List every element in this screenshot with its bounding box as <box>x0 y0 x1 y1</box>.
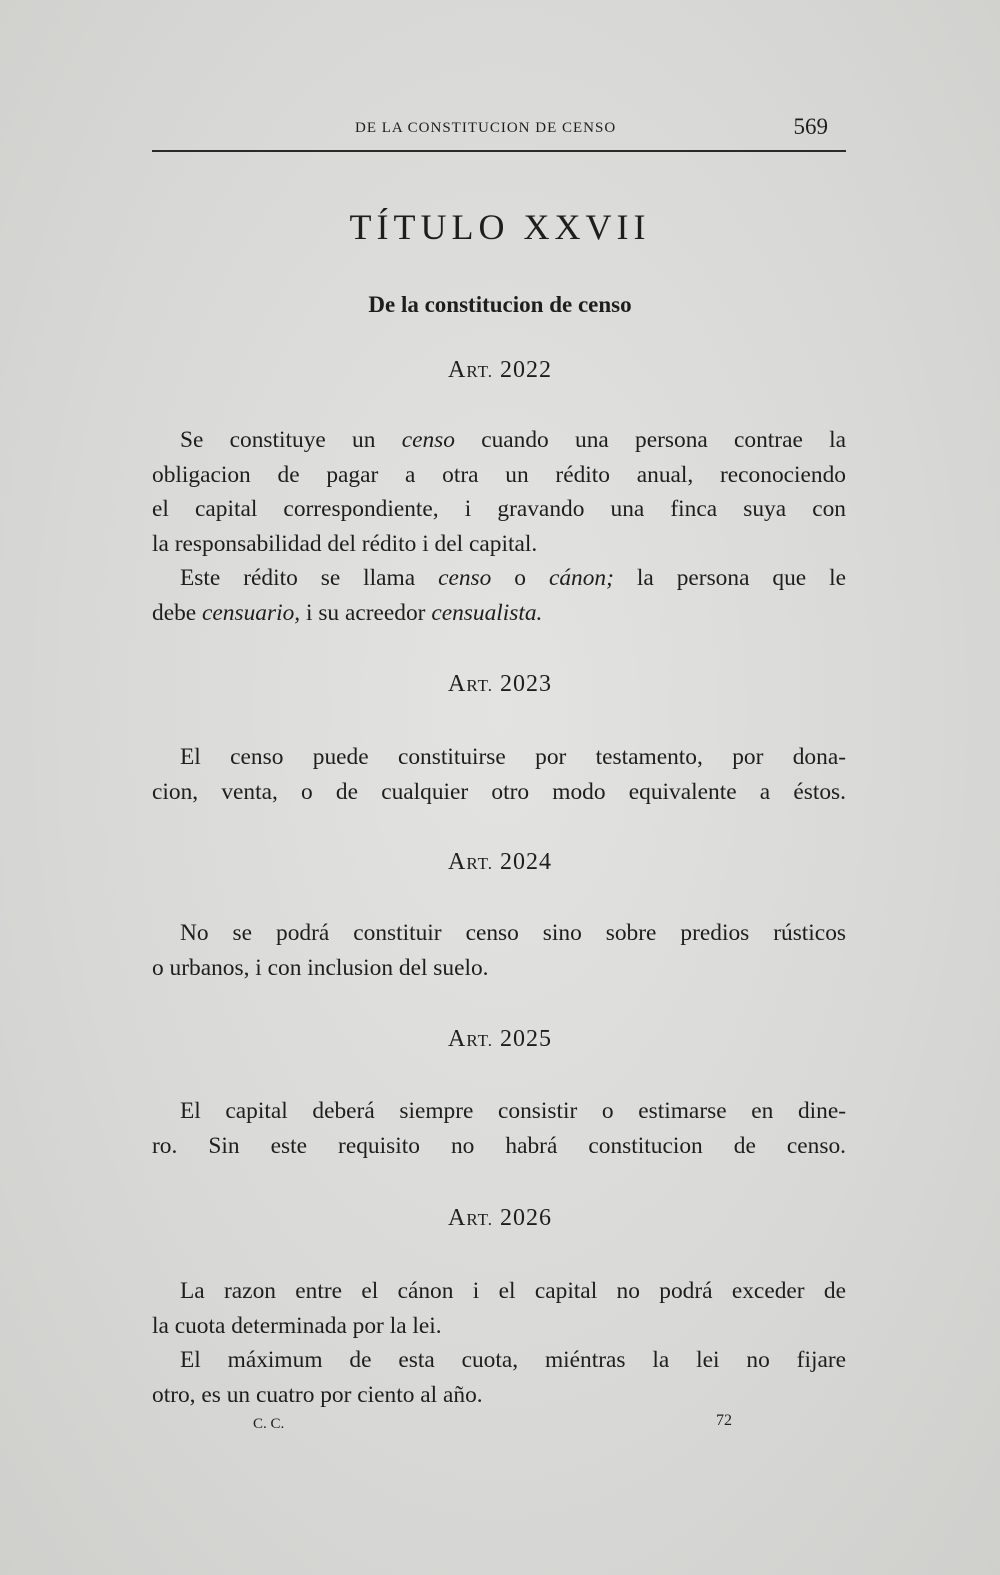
article-number: 2024 <box>500 849 553 875</box>
page-header <box>152 116 846 146</box>
article-heading-prefix: A <box>447 357 467 383</box>
text-line: el capital correspondiente, i gravando una finca suya con <box>152 496 846 522</box>
text-line: No se podrá constituir censo sino sobre predios rústicos <box>180 920 846 946</box>
header-rule <box>152 150 846 152</box>
text-line: Se constituye un censo cuando una persona contrae la <box>180 427 846 453</box>
article-number: 2026 <box>500 1205 553 1231</box>
article-text <box>152 916 846 985</box>
article-number: 2022 <box>500 357 553 383</box>
text-line: Este rédito se llama censo o cánon; la persona que le <box>180 565 847 591</box>
article-heading-small: RT. <box>466 676 494 695</box>
text-line: obligacion de pagar a otra un rédito anual, reconociendo <box>152 461 846 488</box>
text-line: El censo puede constituirse por testamento, por dona- <box>180 744 846 770</box>
article-heading-small: RT. <box>466 362 494 381</box>
article-heading-prefix: A <box>447 849 467 875</box>
page-number: 569 <box>793 114 828 139</box>
article-number: 2023 <box>500 671 553 697</box>
article-heading-small: RT. <box>466 854 494 873</box>
article-heading <box>0 849 1000 876</box>
article-heading-prefix: A <box>447 1205 467 1231</box>
article-heading <box>0 1205 1000 1232</box>
article-heading <box>0 1026 1000 1053</box>
article-heading <box>0 357 1000 384</box>
article-heading-small: RT. <box>466 1210 494 1229</box>
article-text <box>152 1274 846 1412</box>
text-line: la cuota determinada por la lei. <box>152 1312 442 1339</box>
running-head: DE LA CONSTITUCION DE CENSO <box>355 120 617 136</box>
article-heading-small: RT. <box>466 1031 494 1050</box>
text-line: La razon entre el cánon i el capital no podrá exceder de <box>180 1278 846 1304</box>
text-line: cion, venta, o de cualquier otro modo equivalente a éstos. <box>152 778 846 805</box>
text-line: o urbanos, i con inclusion del suelo. <box>152 954 489 981</box>
title: TÍTULO XXVII <box>349 207 651 247</box>
article-heading <box>0 671 1000 698</box>
article-text <box>152 740 846 809</box>
text-line: El capital deberá siempre consistir o estimarse en dine- <box>180 1098 846 1124</box>
text-line: la responsabilidad del rédito i del capital. <box>152 530 538 557</box>
text-line: ro. Sin este requisito no habrá constitucion de censo. <box>152 1132 846 1159</box>
text-line: debe censuario, i su acreedor censualista. <box>152 599 543 626</box>
text-line: otro, es un cuatro por ciento al año. <box>152 1381 483 1408</box>
article-text <box>152 423 846 630</box>
article-number: 2025 <box>500 1026 553 1052</box>
article-heading-prefix: A <box>447 1026 467 1052</box>
text-line: El máximum de esta cuota, miéntras la lei no fijare <box>180 1347 846 1373</box>
subtitle: De la constitucion de censo <box>368 292 632 317</box>
article-heading-prefix: A <box>447 671 467 697</box>
article-text <box>152 1094 846 1163</box>
sheet-number: 72 <box>716 1412 732 1429</box>
signature-mark: C. C. <box>253 1416 285 1432</box>
